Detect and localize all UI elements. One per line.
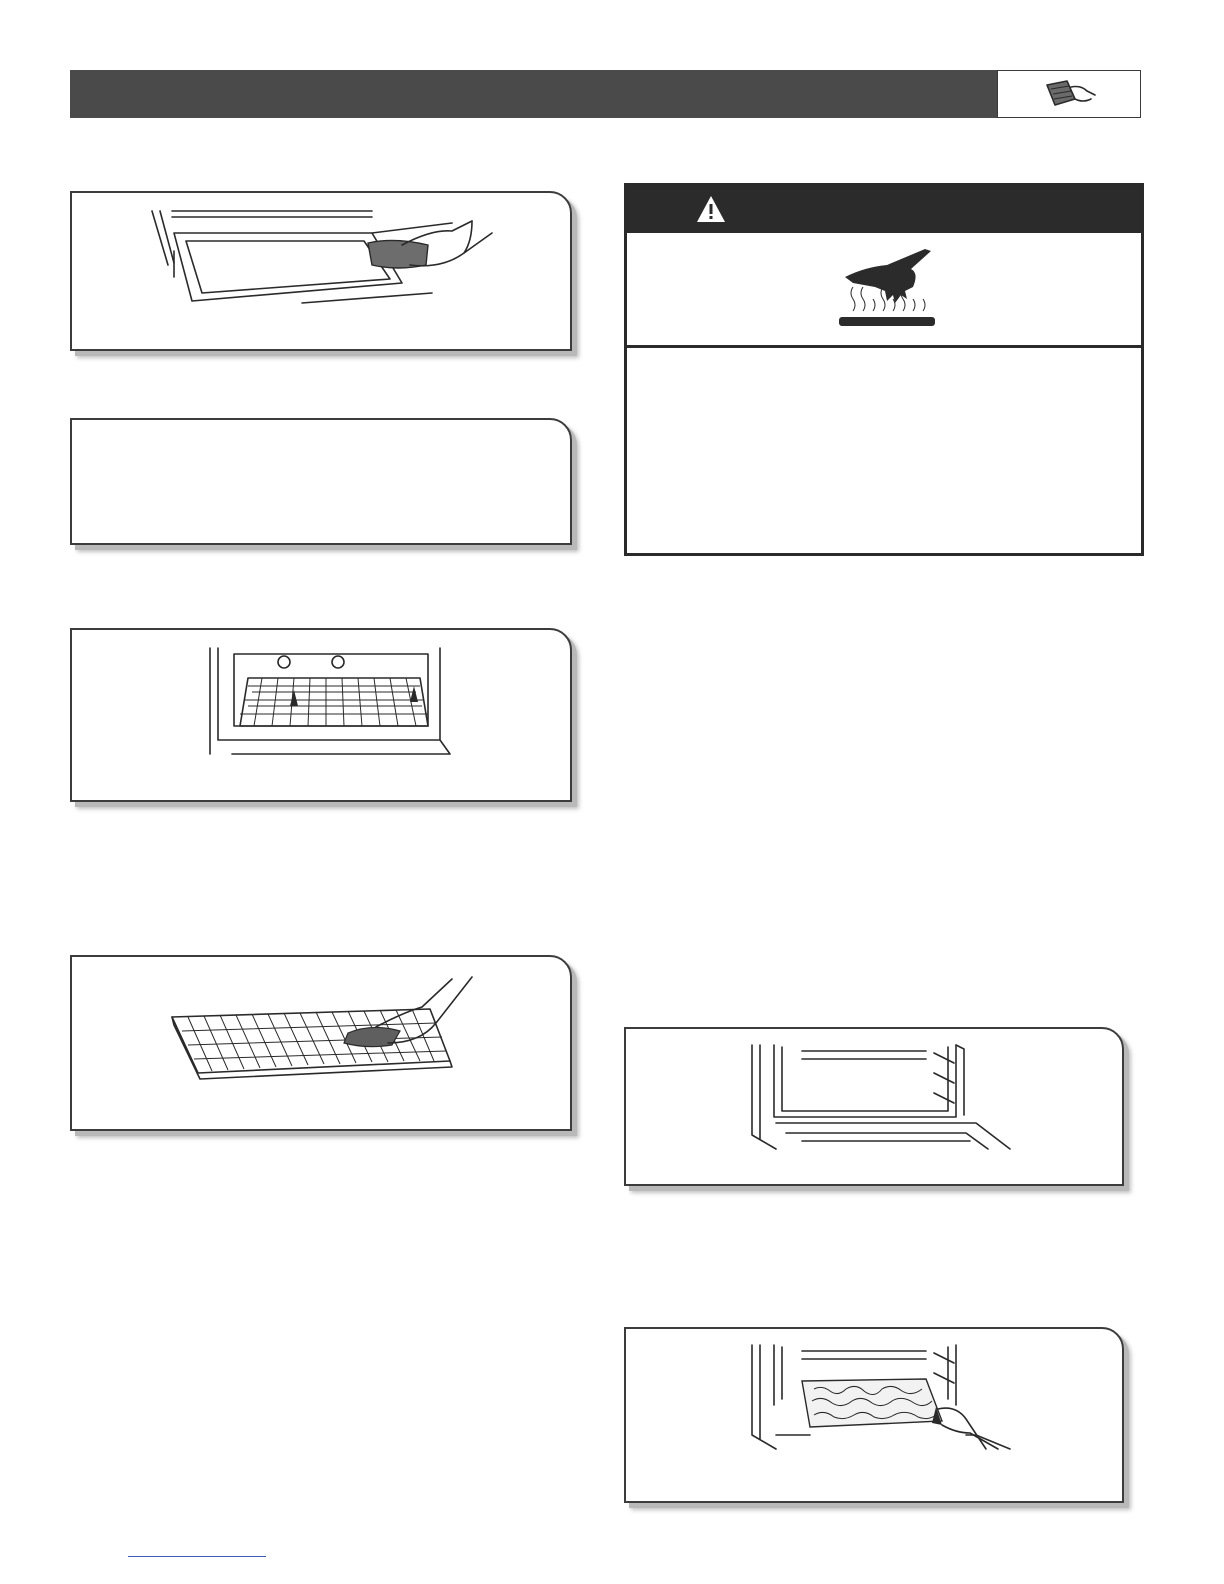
header-icon-box [997,70,1141,118]
oven-racks-illustration [70,628,572,802]
oven-racks-icon [72,630,570,800]
rack-cleaning-illustration [70,955,572,1131]
cleaning-cloth-icon [1041,77,1097,111]
oven-door-wipe-illustration [70,191,572,351]
open-oven-icon [626,1029,1122,1184]
hand-cleaning-oven-bottom-icon [626,1329,1122,1501]
warning-header [627,186,1141,233]
warning-box [624,183,1144,556]
warning-pictogram-area [627,233,1141,348]
footer-link-underline[interactable] [128,1556,266,1557]
blank-note-panel [70,418,572,545]
oven-bottom-cleaning-illustration [624,1327,1124,1503]
section-header-bar [70,70,997,118]
oven-bottom-illustration [624,1027,1124,1186]
hot-surface-hand-icon [835,237,939,337]
warning-triangle-icon [695,194,727,224]
hand-cleaning-rack-icon [72,957,570,1129]
hand-wiping-door-icon [72,193,570,349]
